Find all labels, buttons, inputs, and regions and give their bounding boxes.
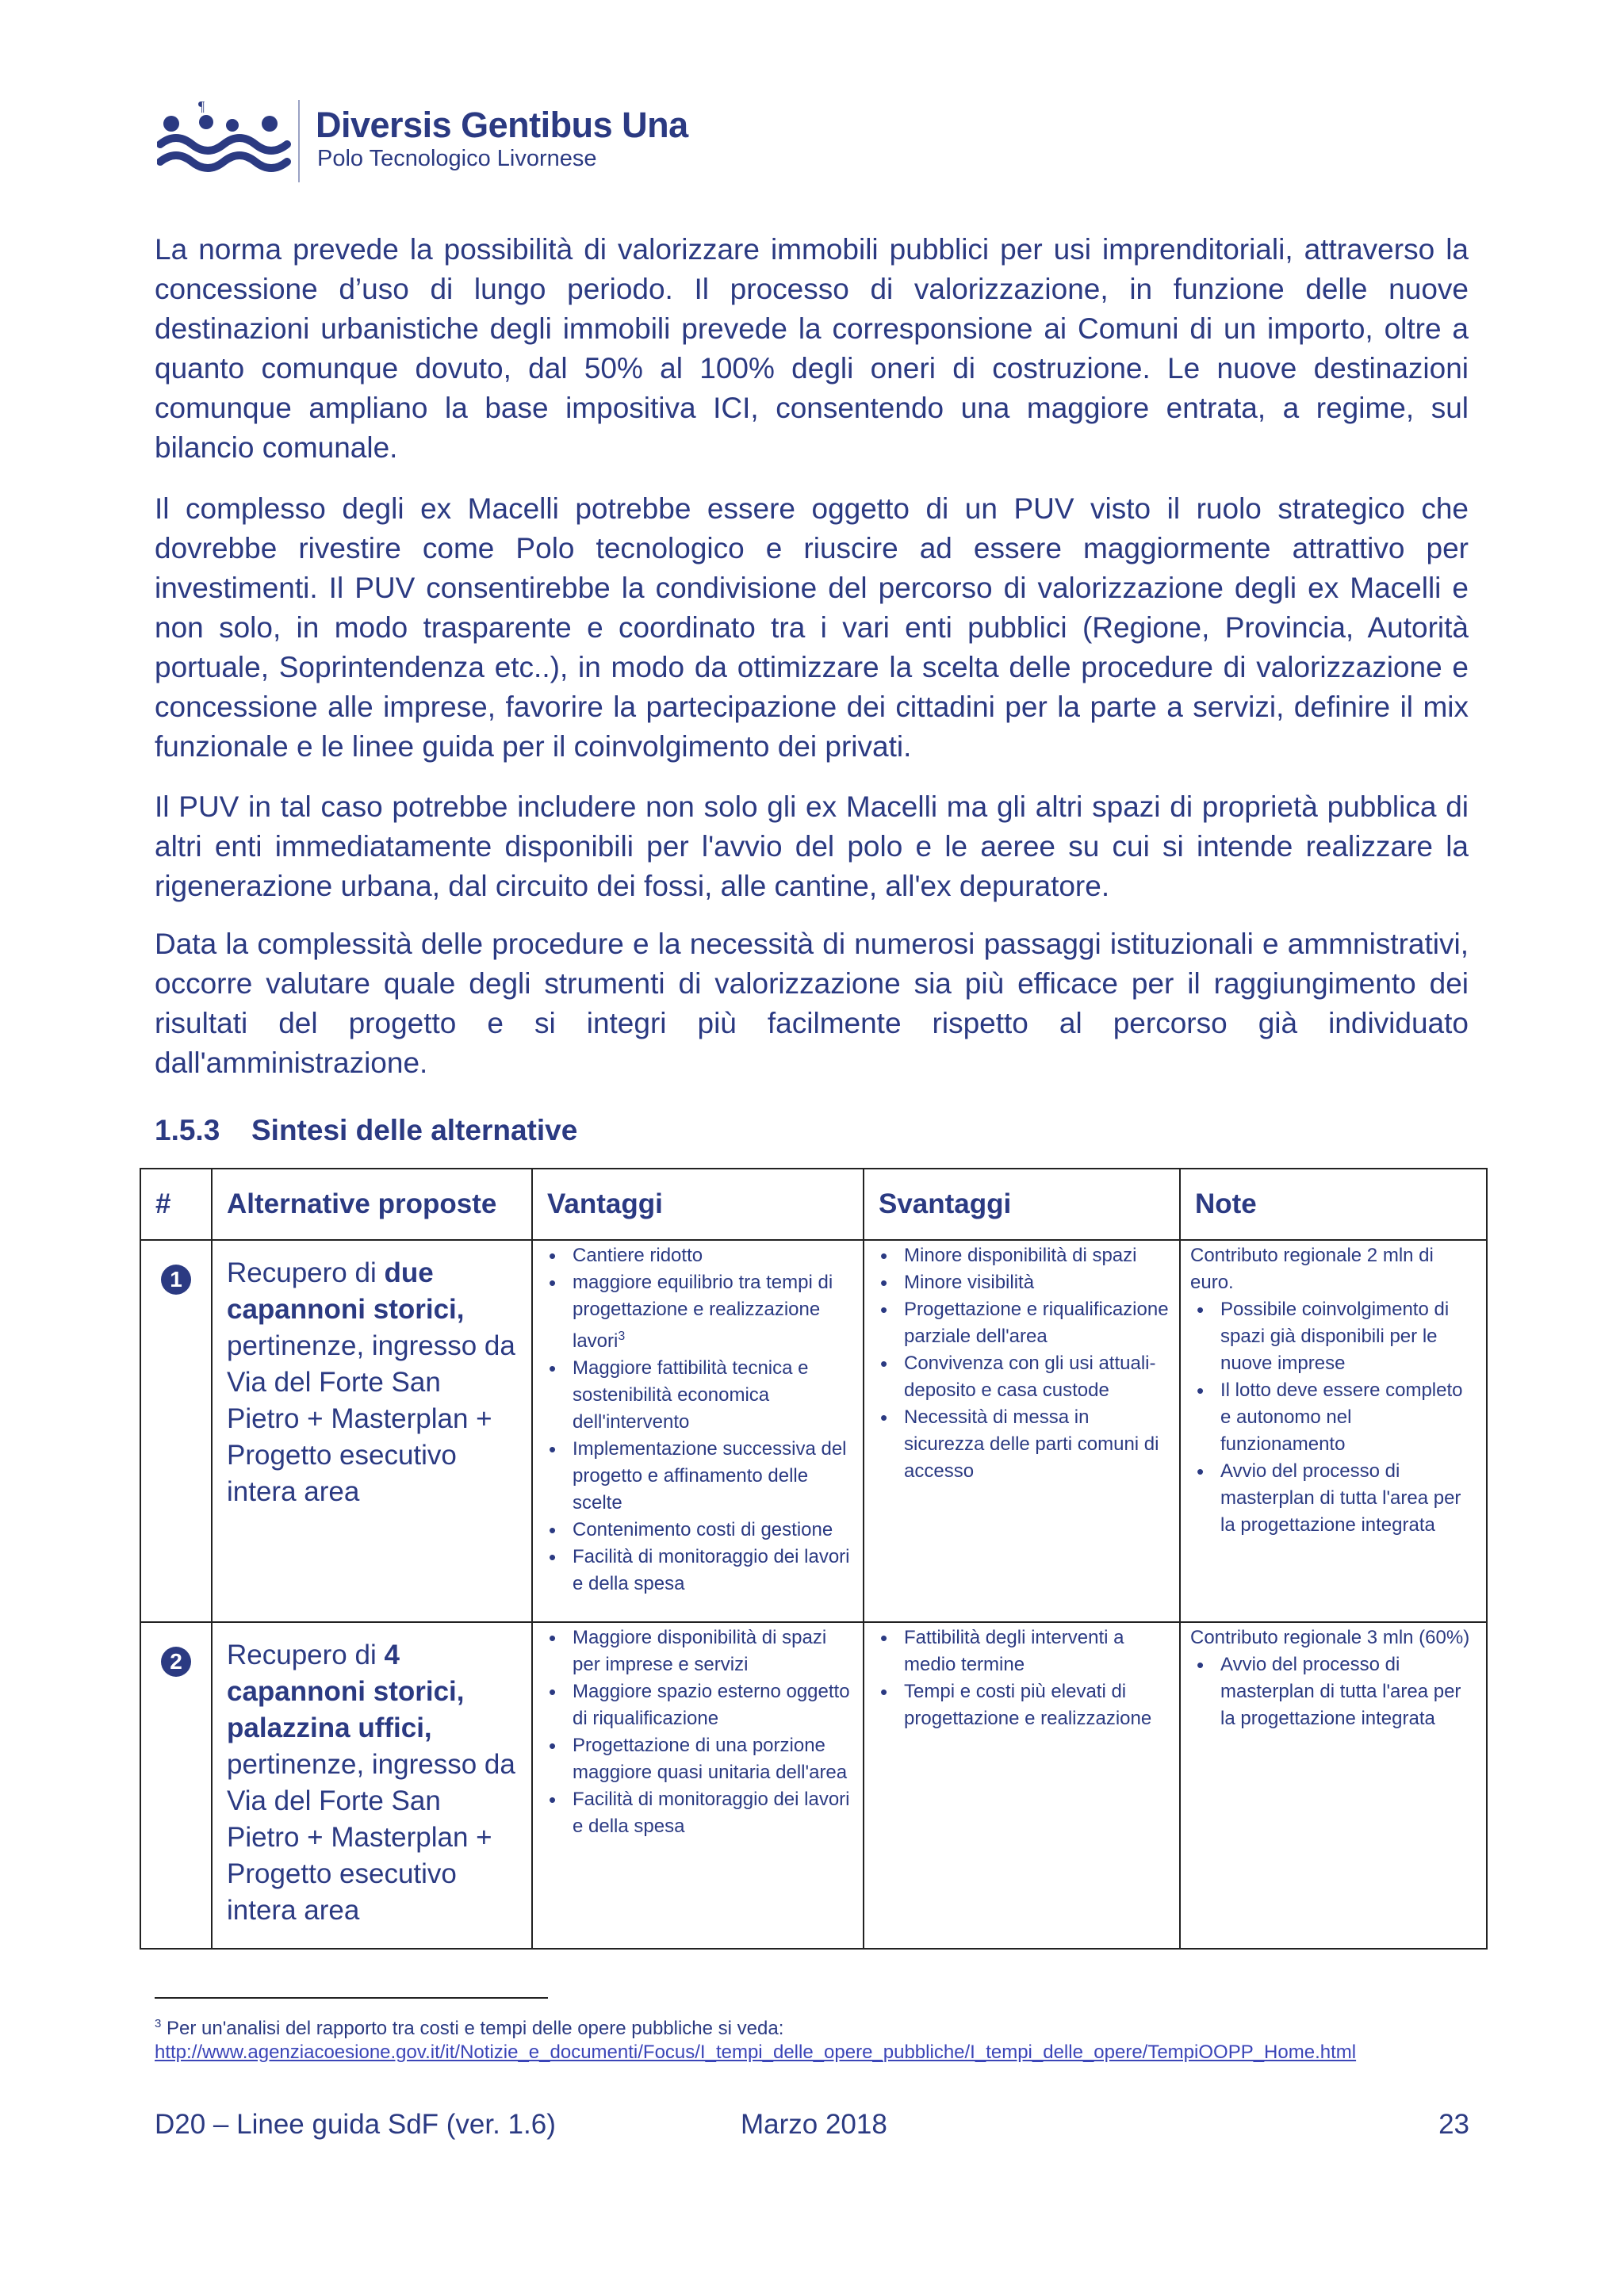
svantaggi-cell xyxy=(864,1622,1180,1949)
list-item: • Il lotto deve essere completo e autonomo nel funzionamento xyxy=(1220,1377,1477,1458)
note-cell xyxy=(1180,1622,1487,1949)
row-index-cell xyxy=(140,1240,212,1622)
alternative-text-rest: pertinenze, ingresso da Via del Forte San Pietro + Masterplan + Progetto esecutivo intera area xyxy=(227,1330,515,1507)
footnote-ref: 3 xyxy=(618,1330,626,1343)
vantaggi-cell xyxy=(532,1240,864,1622)
list-item: • Implementazione successiva del progetto e affinamento delle scelte xyxy=(573,1436,853,1517)
vantaggi-cell xyxy=(532,1622,864,1949)
logo-divider xyxy=(298,100,300,182)
list-item: • Minore visibilità xyxy=(904,1269,1170,1296)
footnote-divider xyxy=(155,1997,548,1999)
alternative-text-rest: pertinenze, ingresso da Via del Forte San Pietro + Masterplan + Progetto esecutivo intera area xyxy=(227,1749,515,1926)
list-item: • Facilità di monitoraggio dei lavori e della spesa xyxy=(573,1544,853,1598)
paragraph-3: Il PUV in tal caso potrebbe includere non solo gli ex Macelli ma gli altri spazi di proprietà pubblica di altri enti immediatamente disponibili per l'avvio del polo e le aeree su cui si intende realizzare la rigenerazione urbana, dal circuito dei fossi, alle cantine, all'ex depuratore. xyxy=(155,790,1469,902)
footnote-text xyxy=(155,2011,783,2042)
logo-mark-icon xyxy=(157,98,292,186)
note-list xyxy=(1190,1651,1477,1732)
footnote-body: Per un'analisi del rapporto tra costi e tempi delle opere pubbliche si veda: xyxy=(161,2018,784,2039)
alternative-cell xyxy=(212,1622,532,1949)
list-item: • Progettazione e riqualificazione parziale dell'area xyxy=(904,1296,1170,1350)
list-item xyxy=(573,1269,853,1355)
vantaggi-list xyxy=(542,1242,853,1598)
table-row xyxy=(140,1240,1487,1622)
row-number-badge: 1 xyxy=(161,1265,191,1295)
footer-date: Marzo 2018 xyxy=(741,2109,887,2140)
svg-text:¶: ¶ xyxy=(198,98,205,114)
header-note: Note xyxy=(1180,1169,1487,1240)
table-header-row xyxy=(140,1169,1487,1240)
list-item: • Avvio del processo di masterplan di tutta l'area per la progettazione integrata xyxy=(1220,1651,1477,1732)
row-number-badge: 2 xyxy=(161,1647,191,1677)
footer-page-number: 23 xyxy=(1438,2109,1469,2140)
list-item: • Facilità di monitoraggio dei lavori e della spesa xyxy=(573,1786,853,1840)
logo-subtitle: Polo Tecnologico Livornese xyxy=(317,146,597,171)
alternative-bold: due capannoni storici, xyxy=(227,1257,465,1325)
alternative-text: Recupero di xyxy=(227,1640,385,1670)
list-item: • Minore disponibilità di spazi xyxy=(904,1242,1170,1269)
alternative-cell xyxy=(212,1240,532,1622)
footnote-marker: 3 xyxy=(155,2017,162,2030)
header-index: # xyxy=(140,1169,212,1240)
note-list xyxy=(1190,1296,1477,1539)
list-item: • Maggiore disponibilità di spazi per imprese e servizi xyxy=(573,1624,853,1678)
alternatives-table xyxy=(140,1168,1488,1950)
list-item: • Contenimento costi di gestione xyxy=(573,1517,853,1544)
alternative-bold: 4 capannoni storici, palazzina uffici, xyxy=(227,1640,465,1743)
note-cell xyxy=(1180,1240,1487,1622)
paragraph-4: Data la complessità delle procedure e la necessità di numerosi passaggi istituzionali e ammnistrativi, occorre valutare quale degli strumenti di valorizzazione sia più efficace per il raggiungimento dei risultati del progetto e si integri più facilmente rispetto al percorso già individuato dall'amministrazione. xyxy=(155,928,1469,1079)
table-row xyxy=(140,1622,1487,1949)
list-item: • Necessità di messa in sicurezza delle parti comuni di accesso xyxy=(904,1404,1170,1485)
list-item: • Fattibilità degli interventi a medio termine xyxy=(904,1624,1170,1678)
logo-title: Diversis Gentibus Una xyxy=(316,105,688,145)
list-item: • Maggiore spazio esterno oggetto di riqualificazione xyxy=(573,1678,853,1732)
header-svantaggi: Svantaggi xyxy=(864,1169,1180,1240)
section-title: Sintesi delle alternative xyxy=(251,1114,578,1146)
svantaggi-list xyxy=(874,1242,1170,1485)
list-item: • Maggiore fattibilità tecnica e sostenibilità economica dell'intervento xyxy=(573,1355,853,1436)
list-item: • Tempi e costi più elevati di progettazione e realizzazione xyxy=(904,1678,1170,1732)
header-alternatives: Alternative proposte xyxy=(212,1169,532,1240)
list-item: • Progettazione di una porzione maggiore quasi unitaria dell'area xyxy=(573,1732,853,1786)
svantaggi-list xyxy=(874,1624,1170,1732)
paragraph-2: Il complesso degli ex Macelli potrebbe essere oggetto di un PUV visto il ruolo strategico che dovrebbe rivestire come Polo tecnologico e riuscire ad essere maggiormente attrattivo per investimenti. Il PUV consentirebbe la condivisione del percorso di valorizzazione degli ex Macelli e non solo, in modo trasparente e coordinato tra i vari enti pubblici (Regione, Provincia, Autorità portuale, Soprintendenza etc..), in modo da ottimizzare la scelta delle procedure di valorizzazione e concessione alle imprese, favorire la partecipazione dei cittadini per la parte a servizi, definire il mix funzionale e le linee guida per il coinvolgimento dei privati. xyxy=(155,492,1469,763)
list-item: • Possibile coinvolgimento di spazi già disponibili per le nuove imprese xyxy=(1220,1296,1477,1377)
note-intro: Contributo regionale 3 mln (60%) xyxy=(1190,1627,1470,1648)
list-item: • Avvio del processo di masterplan di tutta l'area per la progettazione integrata xyxy=(1220,1458,1477,1539)
list-item-text: maggiore equilibrio tra tempi di progettazione e realizzazione lavori xyxy=(573,1272,833,1352)
list-item: • Convivenza con gli usi attuali-deposito e casa custode xyxy=(904,1350,1170,1404)
note-intro: Contributo regionale 2 mln di euro. xyxy=(1190,1245,1434,1293)
section-number: 1.5.3 xyxy=(155,1114,220,1146)
logo xyxy=(157,98,688,187)
paragraph-1: La norma prevede la possibilità di valorizzare immobili pubblici per usi imprenditoriali, attraverso la concessione d’uso di lungo periodo. Il processo di valorizzazione, in funzione delle nuove destinazioni urbanistiche degli immobili prevede la corresponsione ai Comuni di un importo, oltre a quanto comunque dovuto, dal 50% al 100% degli oneri di costruzione. Le nuove destinazioni comunque ampliano la base impositiva ICI, consentendo una maggiore entrata, a regime, sul bilancio comunale. xyxy=(155,233,1469,464)
alternative-text: Recupero di xyxy=(227,1257,385,1288)
header-vantaggi: Vantaggi xyxy=(532,1169,864,1240)
row-index-cell xyxy=(140,1622,212,1949)
footer-doc: D20 – Linee guida SdF (ver. 1.6) xyxy=(155,2109,556,2140)
vantaggi-list xyxy=(542,1624,853,1840)
svantaggi-cell xyxy=(864,1240,1180,1622)
section-heading xyxy=(155,1114,577,1147)
footnote-link[interactable]: http://www.agenziacoesione.gov.it/it/Notizie_e_documenti/Focus/I_tempi_delle_opere_pubbliche/I_tempi_delle_opere/TempiOOPP_Home.html xyxy=(155,2042,1357,2063)
list-item: • Cantiere ridotto xyxy=(573,1242,853,1269)
